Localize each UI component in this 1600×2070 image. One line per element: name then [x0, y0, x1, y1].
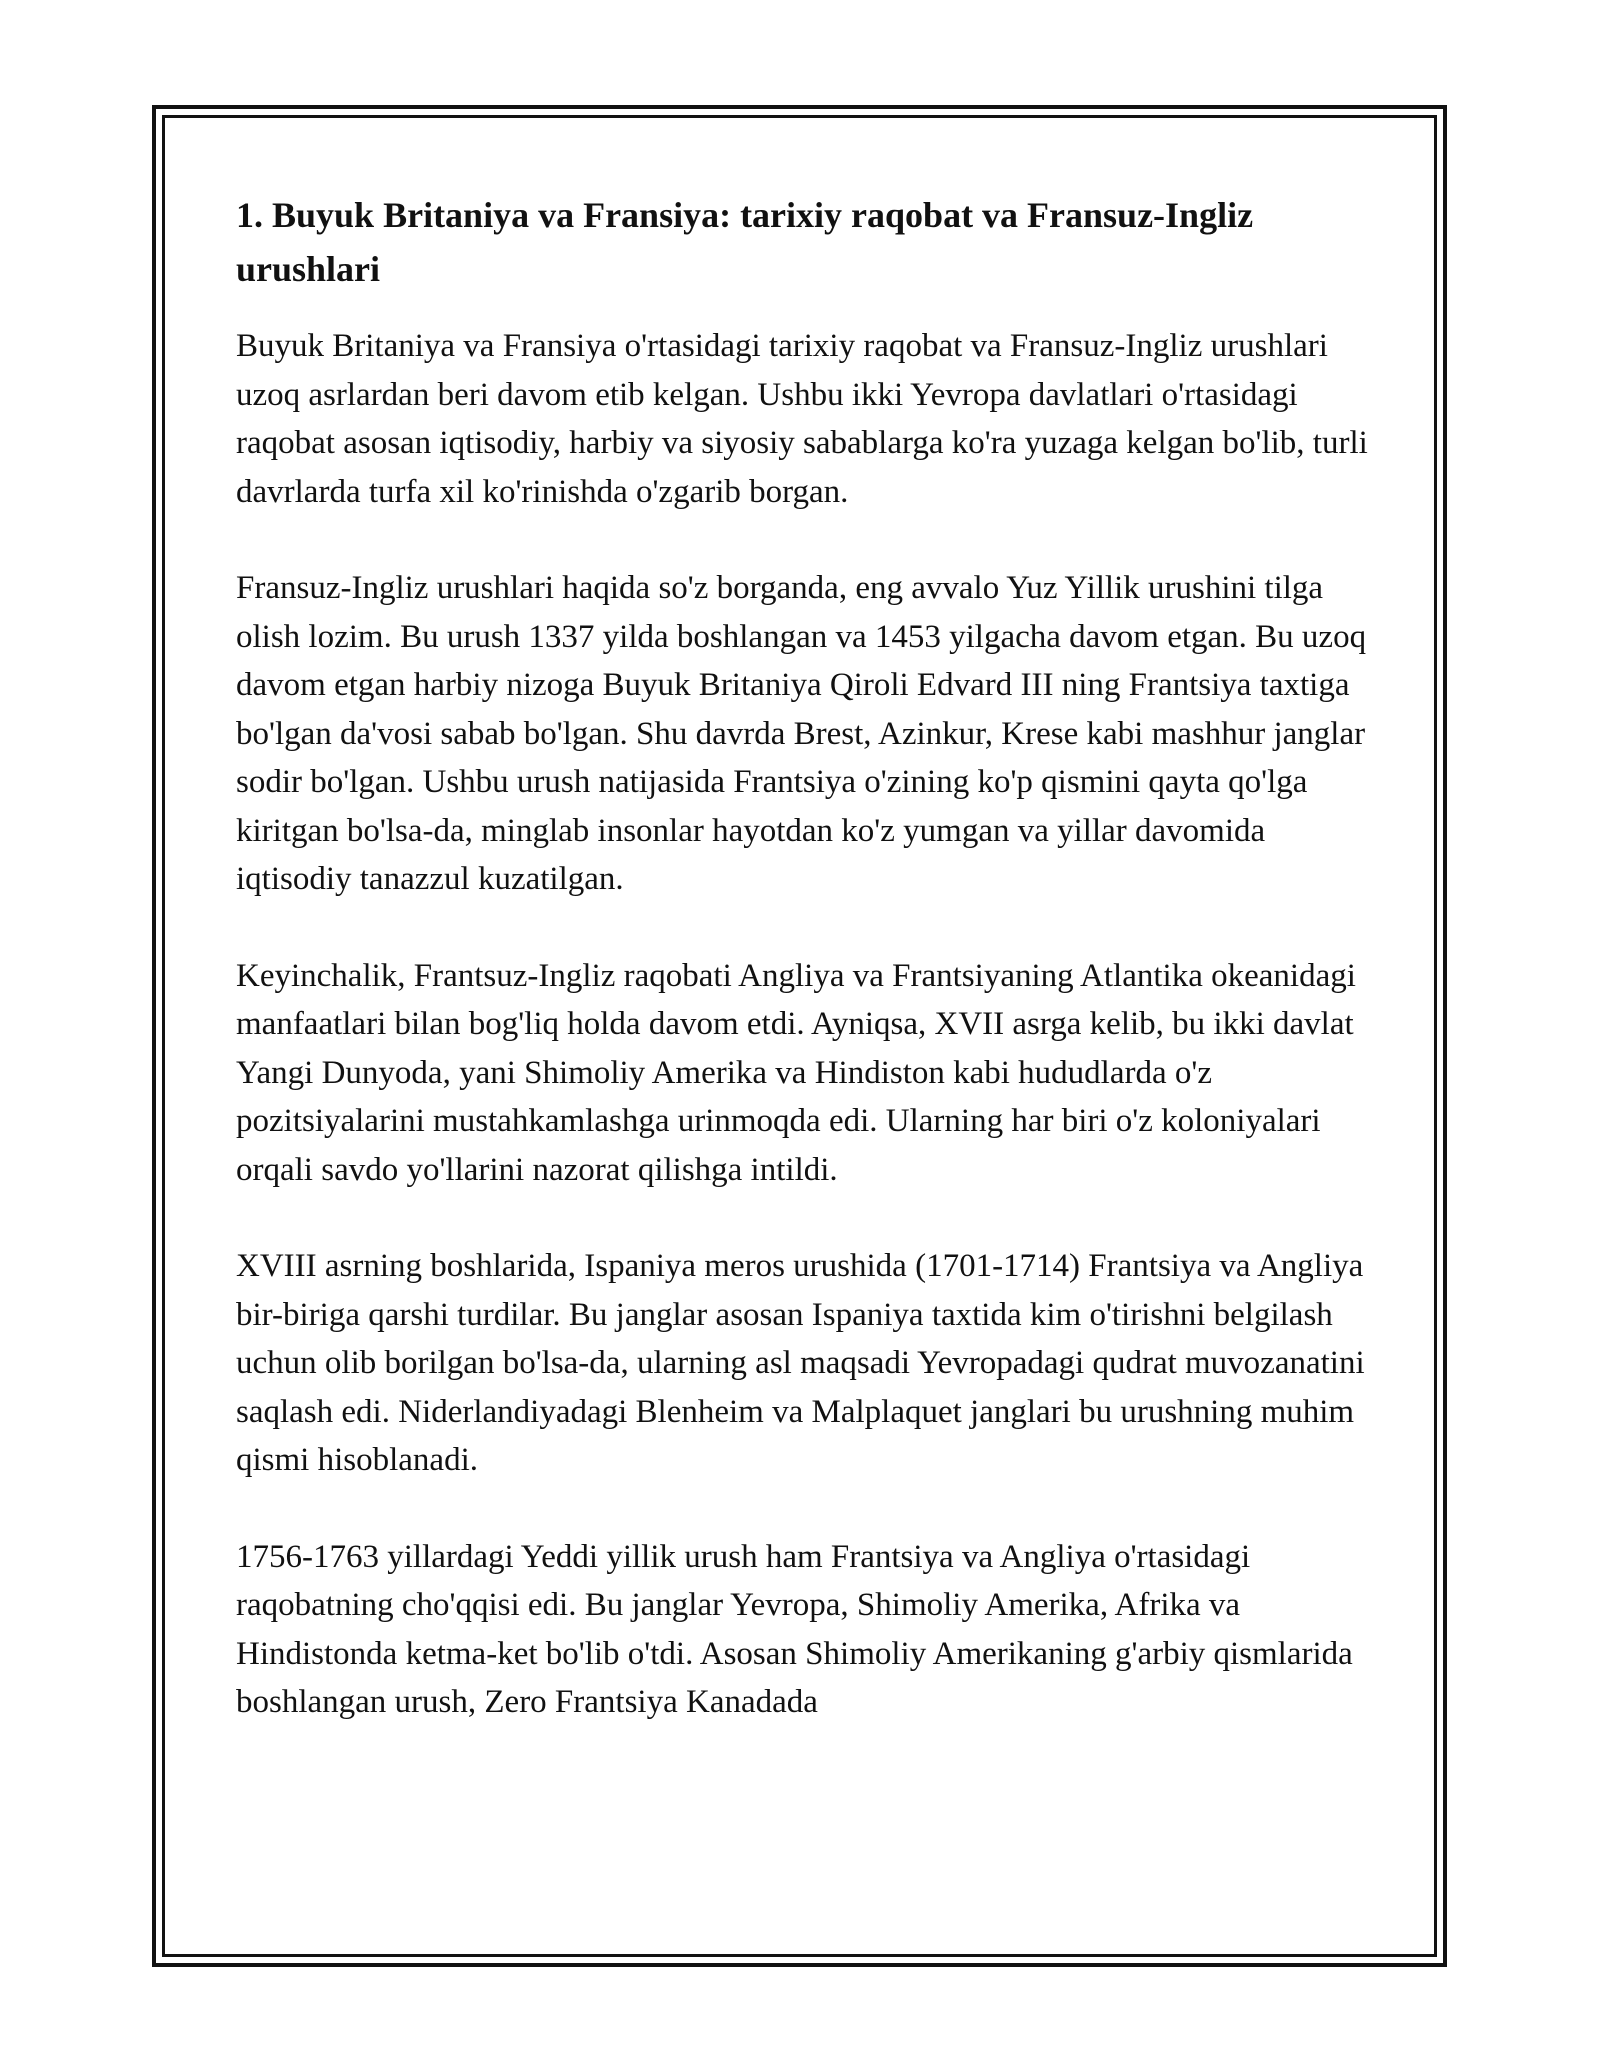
- paragraph-2: Fransuz-Ingliz urushlari haqida so'z borganda, eng avvalo Yuz Yillik urushini tilga olish lozim. Bu urush 1337 yilda boshlangan va 1453 yilgacha davom etgan. Bu uzoq davom etgan harbiy nizoga Buyuk Britaniya Qiroli Edvard III ning Frantsiya taxtiga bo'lgan da'vosi sabab bo'lgan. Shu davrda Brest, Azinkur, Krese kabi mashhur janglar sodir bo'lgan. Ushbu urush natijasida Frantsiya o'zining ko'p qismini qayta qo'lga kiritgan bo'lsa-da, minglab insonlar hayotdan ko'z yumgan va yillar davomida iqtisodiy tanazzul kuzatilgan.: [236, 570, 1367, 897]
- paragraph-4: XVIII asrning boshlarida, Ispaniya meros urushida (1701-1714) Frantsiya va Angliya bir-biriga qarshi turdilar. Bu janglar asosan Ispaniya taxtida kim o'tirishni belgilash uchun olib borilgan bo'lsa-da, ularning asl maqsadi Yevropadagi qudrat muvozanatini saqlash edi. Niderlandiyadagi Blenheim va Malplaquet janglari bu urushning muhim qismi hisoblanadi.: [236, 1248, 1365, 1478]
- document-title: 1. Buyuk Britaniya va Fransiya: tarixiy raqobat va Fransuz-Ingliz urushlari: [236, 195, 1254, 289]
- paragraph-5: 1756-1763 yillardagi Yeddi yillik urush ham Frantsiya va Angliya o'rtasidagi raqobatning cho'qqisi edi. Bu janglar Yevropa, Shimoliy Amerika, Afrika va Hindistonda ketma-ket bo'lib o'tdi. Asosan Shimoliy Amerikaning g'arbiy qismlarida boshlangan urush, Zero Frantsiya Kanadada: [236, 1538, 1353, 1720]
- paragraph-3: Keyinchalik, Frantsuz-Ingliz raqobati Angliya va Frantsiyaning Atlantika okeanidagi manfaatlari bilan bog'liq holda davom etdi. Ayniqsa, XVII asrga kelib, bu ikki davlat Yangi Dunyoda, yani Shimoliy Amerika va Hindiston kabi hududlarda o'z pozitsiyalarini mustahkamlashga urinmoqda edi. Ularning har biri o'z koloniyalari orqali savdo yo'llarini nazorat qilishga intildi.: [236, 957, 1356, 1188]
- document-body: [236, 188, 1376, 1775]
- paragraph-1: Buyuk Britaniya va Fransiya o'rtasidagi tarixiy raqobat va Fransuz-Ingliz urushlari uzoq asrlardan beri davom etib kelgan. Ushbu ikki Yevropa davlatlari o'rtasidagi raqobat asosan iqtisodiy, harbiy va siyosiy sabablarga ko'ra yuzaga kelgan bo'lib, turli davrlarda turfa xil ko'rinishda o'zgarib borgan.: [236, 328, 1368, 510]
